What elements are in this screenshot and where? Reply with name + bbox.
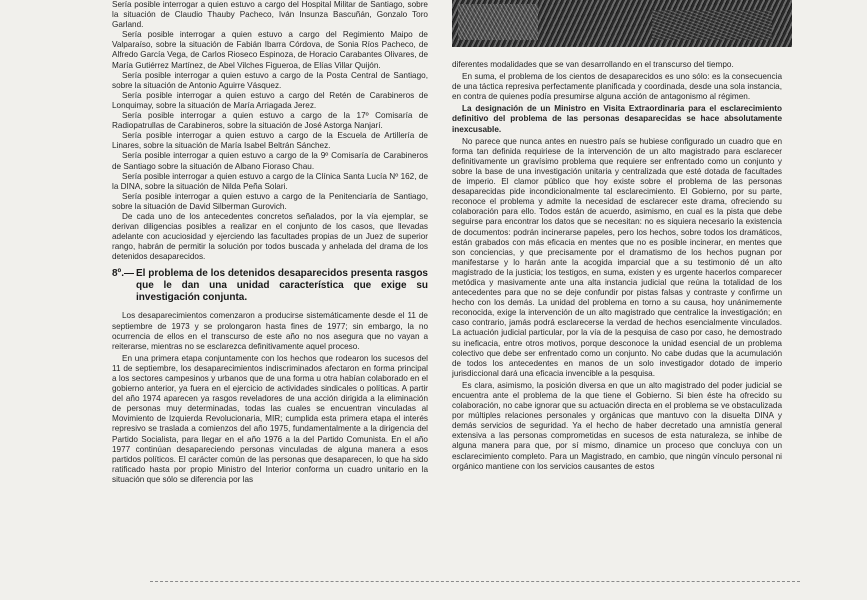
photo-fragment bbox=[452, 0, 792, 47]
paragraph: Sería posible interrogar a quien estuvo a cargo del Regimiento Maipo de Valparaíso, sobre la situación de Fabián Ibarra Córdova, de Sonia Ríos Pacheco, de Alfredo García Vega, de Carlos Rioseco Espinoza, de Horacio Carabantes Olivares, de María Gutiérrez Martínez, de Abel Vilches Figueroa, de Elías Villar Quijón. bbox=[112, 30, 428, 70]
paragraph: Sería posible interrogar a quien estuvo a cargo del Hospital Militar de Santiago, sobre la situación de Claudio Thauby Pacheco, Iván Insunza Bascuñán, Gonzalo Toro Garland. bbox=[112, 0, 428, 30]
left-column bbox=[112, 0, 428, 485]
paragraph: Sería posible interrogar a quien estuvo a cargo del Retén de Carabineros de Lonquimay, sobre la situación de María Arriagada Jerez. bbox=[112, 90, 428, 110]
paragraph: En suma, el problema de los cientos de desaparecidos es uno sólo: es la consecuencia de una táctica represiva perfectamente planificada y coordinada, desde una sola instancia, en contra de quienes podía presumirse alguna acción de antagonismo al régimen. bbox=[452, 72, 782, 102]
paragraph: Sería posible interrogar a quien estuvo a cargo de la 9º Comisaría de Carabineros de Santiago sobre la situación de Albano Fioraso Chau. bbox=[112, 151, 428, 171]
paragraph: Sería posible interrogar a quien estuvo a cargo de la Penitenciaría de Santiago, sobre la situación de David Silberman Gurovich. bbox=[112, 191, 428, 211]
paragraph-bold: La designación de un Ministro en Visita Extraordinaria para el esclarecimiento definitivo del problema de las personas desaparecidas se hace absolutamente inexcusable. bbox=[452, 104, 782, 134]
section-number: 8º.— bbox=[112, 268, 134, 280]
paragraph: Es clara, asimismo, la posición diversa en que un alto magistrado del poder judicial se encuentra ante el problema de la que tiene el Gobierno. Si bien éste ha ofrecido su colaboración, no cabe ignorar que su actuación directa en el problema se ve obstaculizada por múltiples relaciones personales y orgánicas que mantuvo con la disuelta DINA y demás servicios de seguridad. Ya el hecho de haber decretado una amnistía general extensiva a las personas comprometidas en sucesos de esta naturaleza, se inhibe de alguna manera para que, por sí mismo, dinamice un proceso que concluya con un esclarecimiento completo. Para un Magistrado, en cambio, que ningún vínculo personal ni orgánico mantiene con los servicios causantes de estos bbox=[452, 380, 782, 471]
paragraph: En una primera etapa conjuntamente con los hechos que rodearon los sucesos del 11 de septiembre, los desaparecimientos indiscriminados afectaron en forma principal a los sectores campesinos y urbanos que de una forma u otra habían colaborado en el gobierno anterior, ya fuera en el ejercicio de actividades sindicales o políticas. A partir del año 1974 aparecen ya rasgos reveladores de una acción dirigida a la eliminación de personas muy determinadas, todas las cuales se encuentran vinculadas al Movimiento de Izquierda Revolucionaria, MIR; cumplida esta primera etapa el interés represivo se traslada a comienzos del año 1975, fundamentalmente a la dirigencia del Partido Socialista, para llegar en el año 1976 a la del Partido Comunista. En el año 1977 continúan desapareciendo personas vinculadas de alguna manera a esos partidos políticos. El carácter común de las personas que desaparecen, lo que ha sido ratificado hasta por propio Ministro del Interior conforma un cuadro unitario en la situación que sólo se diferencia por las bbox=[112, 353, 428, 484]
paragraph: Sería posible interrogar a quien estuvo a cargo de la 17º Comisaría de Radiopatrullas de Carabineros, sobre la situación de José Astorga Nanjarí. bbox=[112, 111, 428, 131]
paragraph: De cada uno de los antecedentes concretos señalados, por la vía ejemplar, se derivan diligencias posibles a realizar en el conjunto de los casos, que llevadas adelante con acuciosidad y ejerciendo las facultades propias de un Juez de superior rango, habrán de permitir la solución por todos buscada y anhelada del drama de los detenidos desaparecidos. bbox=[112, 211, 428, 262]
photo-detail bbox=[652, 10, 772, 40]
section-title: El problema de los detenidos desaparecidos presenta rasgos que le dan una unidad característica que exige su investigación conjunta. bbox=[136, 268, 428, 304]
section-heading bbox=[112, 268, 428, 304]
paragraph: No parece que nunca antes en nuestro país se hubiese configurado un cuadro que en forma tan definida requiriese de la intervención de un alto magistrado para esclarecer definitivamente un gravísimo problema que requiere ser enfrentado como un conjunto y sobre la base de una investigación unitaria y centralizada que esté dotada de facultades de imperio. El clamor público que hoy existe sobre el problema de las personas desaparecidas pide incondicionalmente tal esclarecimiento. El Gobierno, por su parte, reconoce el problema y admite la necesidad de esclarecer este drama, ofreciendo su colaboración para ello. Todos están de acuerdo, asimismo, en cual es la pista que debe seguirse para encontrar los datos que se necesitan: no es siquiera necesario la existencia de documentos: podrán incinerarse papeles, pero los hechos, sobre todos los dramáticos, están grabados con más eficacia en mentes que no es posible incinerar, en mentes que son conciencias, y que precisamente por el dramatismo de los hechos pugnan por manifestarse y lo harán ante la acogida imparcial que a su testimonio dé un alto magistrado de la justicia; los testigos, en suma, existen y es urgente hacerlos comparecer metódica y masivamente ante una alta instancia judicial que reúna la totalidad de los antecedentes para que no se deje confundir por pistas falsas y contraste y confirme un hecho con los demás. La unidad del problema en torno a su causa, hoy unánimemente reconocida, exige la intervención de un alto magistrado que centralice la investigación; en caso contrario, jamás podrá esclarecerse la verdad de hechos esencialmente vinculados. La actuación judicial particular, por la vía de la pesquisa de caso por caso, he demostrado su ineficacia, entre otros motivos, porque desconoce la unidad esencial de un problema colectivo que debe ser enfrentado como un conjunto. No cabe dudas que la acumulación de todos los antecedentes en manos de un solo investigador dotado de imperio jurisdiccional dará una eficacia invencible a la pesquisa. bbox=[452, 136, 782, 378]
paragraph: Sería posible interrogar a quien estuvo a cargo de la Posta Central de Santiago, sobre la situación de Antonio Aguirre Vásquez. bbox=[112, 70, 428, 90]
paragraph: Sería posible interrogar a quien estuvo a cargo de la Escuela de Artillería de Linares, sobre la situación de María Isabel Beltrán Sánchez. bbox=[112, 131, 428, 151]
paragraph: diferentes modalidades que se van desarrollando en el transcurso del tiempo. bbox=[452, 60, 734, 69]
bottom-rule bbox=[150, 581, 800, 582]
right-column bbox=[452, 60, 782, 472]
paragraph: Los desaparecimientos comenzaron a producirse sistemáticamente desde el 11 de septiembre de 1973 y se prolongaron hasta fines de 1977; sin embargo, la no ocurrencia de ellos en el transcurso de este año no nos asegura que no vayan a reiterarse, mientras no se esclarezca definitivamente aquel proceso. bbox=[112, 311, 428, 351]
photo-detail bbox=[458, 4, 538, 40]
paragraph: Sería posible interrogar a quien estuvo a cargo de la Clínica Santa Lucía Nº 162, de la DINA, sobre la situación de Nilda Peña Solari. bbox=[112, 171, 428, 191]
